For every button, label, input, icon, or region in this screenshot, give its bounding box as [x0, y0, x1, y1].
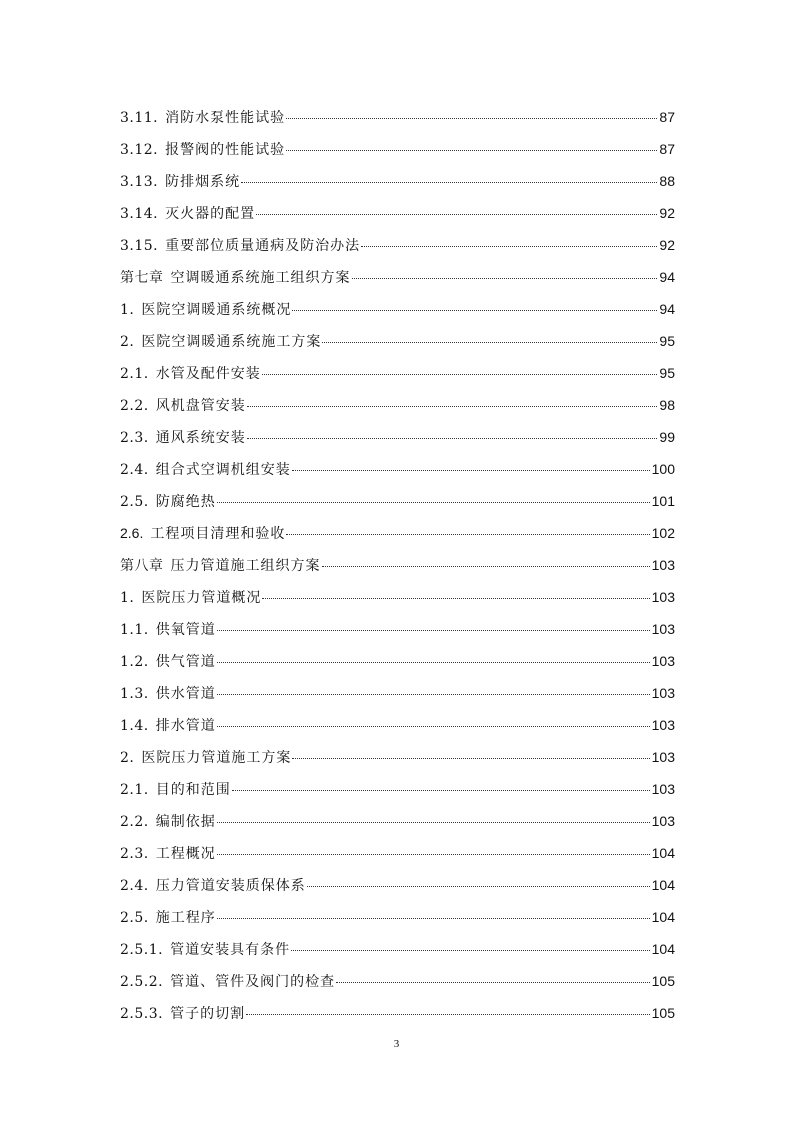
toc-dot-leader	[241, 181, 657, 183]
toc-dot-leader	[286, 533, 649, 535]
toc-entry[interactable]	[120, 392, 675, 424]
toc-entry-number: 3.11.	[120, 110, 159, 126]
toc-entry-number: 2.4.	[120, 878, 149, 894]
toc-entry-title: 消防水泵性能试验	[165, 110, 286, 126]
toc-entry-number: 第八章	[120, 558, 164, 574]
toc-entry-number: 2.5.	[120, 910, 149, 926]
toc-entry-title: 医院空调暖通系统概况	[141, 302, 292, 318]
toc-entry-title: 供水管道	[155, 686, 216, 702]
toc-entry[interactable]	[120, 456, 675, 488]
toc-dot-leader	[352, 277, 658, 279]
toc-entry[interactable]	[120, 808, 675, 840]
toc-dot-leader	[291, 949, 650, 951]
toc-dot-leader	[217, 661, 650, 663]
toc-entry-number: 2.5.2.	[120, 974, 164, 990]
toc-entry[interactable]	[120, 264, 675, 296]
toc-entry-number: 2.1.	[120, 366, 149, 382]
toc-entry-number: 3.14.	[120, 206, 159, 222]
toc-entry-title: 压力管道施工组织方案	[170, 558, 321, 574]
toc-dot-leader	[217, 821, 650, 823]
toc-entry-number: 3.12.	[120, 142, 159, 158]
toc-entry[interactable]	[120, 936, 675, 968]
table-of-contents	[120, 104, 675, 1032]
toc-entry-title: 医院压力管道施工方案	[141, 750, 292, 766]
toc-entry-number: 2.3.	[120, 430, 149, 446]
toc-entry-title: 报警阀的性能试验	[165, 142, 286, 158]
toc-entry[interactable]	[120, 200, 675, 232]
toc-entry-title: 风机盘管安装	[155, 398, 246, 414]
toc-dot-leader	[246, 1013, 650, 1015]
toc-entry-page: 103	[651, 557, 675, 573]
toc-entry-number: 2.2.	[120, 814, 149, 830]
toc-entry[interactable]	[120, 712, 675, 744]
toc-entry-page: 103	[651, 621, 675, 637]
toc-entry-page: 95	[659, 333, 675, 349]
toc-dot-leader	[292, 309, 657, 311]
toc-dot-leader	[262, 597, 649, 599]
toc-entry-title: 管道安装具有条件	[170, 942, 291, 958]
toc-entry[interactable]	[120, 360, 675, 392]
toc-entry-page: 87	[659, 109, 675, 125]
toc-entry[interactable]	[120, 424, 675, 456]
page-number-footer: 3	[393, 1038, 400, 1050]
toc-entry-number: 2.2.	[120, 398, 149, 414]
toc-entry-page: 94	[659, 269, 675, 285]
toc-entry[interactable]	[120, 968, 675, 1000]
toc-entry-number: 1.1.	[120, 622, 149, 638]
toc-entry-page: 95	[659, 365, 675, 381]
toc-entry-number: 第七章	[120, 270, 164, 286]
toc-entry-title: 编制依据	[155, 814, 216, 830]
toc-entry-title: 医院压力管道概况	[141, 590, 262, 606]
toc-entry-page: 103	[651, 653, 675, 669]
toc-entry-page: 103	[651, 589, 675, 605]
toc-entry-title: 防排烟系统	[165, 174, 241, 190]
toc-entry-number: 2.6.	[120, 525, 144, 541]
toc-entry-page: 104	[651, 877, 675, 893]
toc-entry-number: 2.5.	[120, 494, 149, 510]
toc-entry-title: 防腐绝热	[155, 494, 216, 510]
toc-entry-number: 1.2.	[120, 654, 149, 670]
toc-entry[interactable]	[120, 744, 675, 776]
toc-dot-leader	[256, 213, 657, 215]
toc-entry-title: 施工程序	[155, 910, 216, 926]
toc-dot-leader	[262, 373, 658, 375]
toc-dot-leader	[307, 885, 650, 887]
toc-dot-leader	[217, 725, 650, 727]
toc-entry-page: 94	[659, 301, 675, 317]
toc-entry-page: 98	[659, 397, 675, 413]
toc-entry-page: 92	[659, 237, 675, 253]
toc-entry[interactable]	[120, 552, 675, 584]
toc-entry[interactable]	[120, 488, 675, 520]
toc-entry-page: 103	[651, 813, 675, 829]
toc-entry-number: 2.4.	[120, 462, 149, 478]
toc-dot-leader	[232, 789, 650, 791]
toc-entry-page: 105	[651, 973, 675, 989]
toc-entry-page: 103	[651, 749, 675, 765]
toc-entry-page: 105	[651, 1005, 675, 1021]
toc-entry-number: 2.	[120, 750, 135, 766]
toc-entry-number: 1.3.	[120, 686, 149, 702]
toc-entry[interactable]	[120, 232, 675, 264]
toc-dot-leader	[322, 565, 650, 567]
toc-dot-leader	[217, 853, 650, 855]
toc-entry-number: 2.3.	[120, 846, 149, 862]
toc-entry-number: 3.15.	[120, 238, 159, 254]
toc-entry[interactable]	[120, 616, 675, 648]
toc-entry-number: 2.5.1.	[120, 942, 164, 958]
toc-entry-number: 2.	[120, 334, 135, 350]
toc-entry-number: 1.	[120, 302, 135, 318]
toc-entry-title: 工程项目清理和验收	[150, 526, 286, 542]
toc-entry[interactable]	[120, 904, 675, 936]
toc-entry-number: 3.13.	[120, 174, 159, 190]
toc-entry-number: 1.	[120, 590, 135, 606]
toc-entry-page: 104	[651, 845, 675, 861]
toc-entry[interactable]	[120, 872, 675, 904]
toc-entry-page: 87	[659, 141, 675, 157]
toc-entry-page: 102	[651, 525, 675, 541]
toc-entry[interactable]	[120, 296, 675, 328]
toc-entry[interactable]	[120, 520, 675, 552]
toc-dot-leader	[361, 245, 657, 247]
toc-entry-title: 管道、管件及阀门的检查	[170, 974, 336, 990]
toc-entry-title: 通风系统安装	[155, 430, 246, 446]
toc-entry-page: 103	[651, 685, 675, 701]
toc-entry[interactable]	[120, 168, 675, 200]
toc-entry-page: 99	[659, 429, 675, 445]
toc-dot-leader	[217, 917, 650, 919]
toc-entry-page: 103	[651, 781, 675, 797]
toc-dot-leader	[322, 341, 657, 343]
toc-entry-number: 2.5.3.	[120, 1006, 164, 1022]
toc-dot-leader	[336, 981, 650, 983]
toc-entry-title: 空调暖通系统施工组织方案	[170, 270, 351, 286]
toc-dot-leader	[292, 757, 649, 759]
toc-entry-title: 排水管道	[155, 718, 216, 734]
toc-entry-title: 工程概况	[155, 846, 216, 862]
toc-entry[interactable]	[120, 136, 675, 168]
toc-entry[interactable]	[120, 584, 675, 616]
toc-entry-title: 重要部位质量通病及防治办法	[165, 238, 361, 254]
toc-entry-page: 104	[651, 909, 675, 925]
toc-entry[interactable]	[120, 840, 675, 872]
toc-entry-page: 88	[659, 173, 675, 189]
toc-dot-leader	[217, 501, 650, 503]
toc-entry-title: 供气管道	[155, 654, 216, 670]
toc-dot-leader	[286, 117, 657, 119]
toc-dot-leader	[247, 405, 658, 407]
toc-entry-page: 92	[659, 205, 675, 221]
toc-entry-title: 目的和范围	[155, 782, 231, 798]
toc-entry-title: 供氧管道	[155, 622, 216, 638]
toc-entry-title: 水管及配件安装	[155, 366, 261, 382]
toc-entry-page: 101	[651, 493, 675, 509]
toc-dot-leader	[292, 469, 650, 471]
toc-entry-title: 管子的切割	[170, 1006, 246, 1022]
toc-entry[interactable]	[120, 328, 675, 360]
toc-dot-leader	[286, 149, 657, 151]
toc-dot-leader	[217, 629, 650, 631]
toc-dot-leader	[217, 693, 650, 695]
toc-entry[interactable]	[120, 1000, 675, 1032]
toc-entry-number: 1.4.	[120, 718, 149, 734]
toc-entry[interactable]	[120, 648, 675, 680]
toc-entry-page: 103	[651, 717, 675, 733]
toc-dot-leader	[247, 437, 658, 439]
toc-entry-title: 组合式空调机组安装	[155, 462, 291, 478]
toc-entry[interactable]	[120, 680, 675, 712]
toc-entry[interactable]	[120, 104, 675, 136]
toc-entry-title: 压力管道安装质保体系	[155, 878, 306, 894]
toc-entry-title: 灭火器的配置	[165, 206, 256, 222]
toc-entry-page: 100	[651, 461, 675, 477]
toc-entry[interactable]	[120, 776, 675, 808]
toc-entry-number: 2.1.	[120, 782, 149, 798]
toc-entry-title: 医院空调暖通系统施工方案	[141, 334, 322, 350]
toc-entry-page: 104	[651, 941, 675, 957]
